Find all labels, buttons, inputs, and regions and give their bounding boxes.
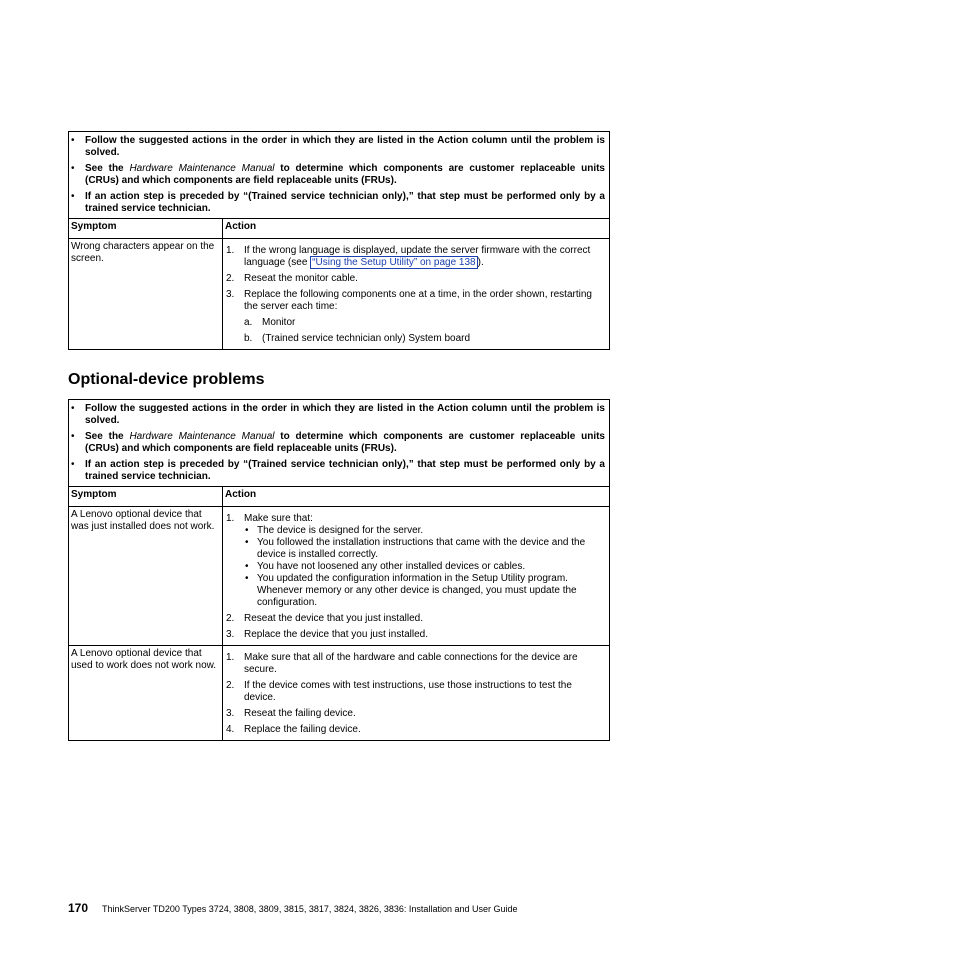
action-cell <box>223 646 609 740</box>
table-row <box>69 645 609 740</box>
step-text: Replace the failing device. <box>244 724 361 735</box>
bullet: • <box>71 135 75 146</box>
note-item <box>69 163 605 187</box>
bullet-item <box>244 537 604 561</box>
bullet: • <box>71 403 75 414</box>
step-text <box>244 245 604 269</box>
note-item <box>69 459 605 483</box>
table-header <box>69 219 609 239</box>
table-display-problems <box>68 131 610 350</box>
action-step <box>226 273 604 285</box>
step-number: 3. <box>226 708 235 719</box>
symptom-cell: A Lenovo optional device that used to work does not work now. <box>69 646 223 740</box>
bullet-text: You updated the configuration information in the Setup Utility program. Whenever memory or any other device is changed, you must update the configuration. <box>257 573 577 608</box>
bullet: • <box>71 431 75 442</box>
note-item <box>69 431 605 455</box>
bullet-text: You followed the installation instructions that came with the device and the device is installed correctly. <box>257 537 586 560</box>
note-text-pre: See the <box>85 431 130 442</box>
bullet: • <box>71 191 75 202</box>
step-number: 4. <box>226 724 235 735</box>
note-item <box>69 191 605 215</box>
sub-step-text: (Trained service technician only) System board <box>262 333 471 344</box>
manual-title: Hardware Maintenance Manual <box>129 431 275 442</box>
page-footer <box>68 901 518 916</box>
table-optional-device-problems <box>68 399 610 741</box>
action-step <box>226 652 604 676</box>
bullet-text: The device is designed for the server. <box>257 525 424 536</box>
note-text-pre: See the <box>85 163 130 174</box>
step-text-main: Make sure that: <box>244 513 313 524</box>
symptom-cell: Wrong characters appear on the screen. <box>69 239 223 349</box>
step-text: Replace the device that you just installed. <box>244 629 428 640</box>
action-step <box>226 629 604 641</box>
bullet: • <box>71 163 75 174</box>
action-cell <box>223 507 609 645</box>
header-action: Action <box>225 489 257 500</box>
notes-block <box>69 132 609 219</box>
note-text: Follow the suggested actions in the order in which they are listed in the Action column until the problem is solved. <box>85 403 605 426</box>
note-text: Follow the suggested actions in the order in which they are listed in the Action column until the problem is solved. <box>85 135 605 158</box>
header-action: Action <box>225 221 257 232</box>
header-symptom: Symptom <box>69 487 223 506</box>
header-symptom: Symptom <box>69 219 223 238</box>
step-number: 2. <box>226 680 235 691</box>
bullet: • <box>245 537 249 548</box>
step-text-post: ). <box>477 257 484 268</box>
note-text-post: to determine which components are customer replaceable units (CRUs) and which components are field replaceable units (FRUs). <box>85 431 605 454</box>
note-item <box>69 135 605 159</box>
bullet: • <box>245 573 249 584</box>
table-row <box>69 239 609 349</box>
manual-title: Hardware Maintenance Manual <box>129 163 275 174</box>
action-step <box>226 613 604 625</box>
step-text-main: Replace the following components one at a time, in the order shown, restarting the server each time: <box>244 289 592 312</box>
step-number: 2. <box>226 613 235 624</box>
step-text: Reseat the failing device. <box>244 708 356 719</box>
bullet-item <box>244 561 604 573</box>
notes-block <box>69 400 609 487</box>
action-step <box>226 708 604 720</box>
step-text <box>244 289 604 345</box>
footer-text: ThinkServer TD200 Types 3724, 3808, 3809, 3815, 3817, 3824, 3826, 3836: Installation and User Guide <box>102 904 518 914</box>
section-title: Optional-device problems <box>68 371 265 388</box>
step-number: 1. <box>226 245 235 256</box>
bullet: • <box>245 561 249 572</box>
step-number: 1. <box>226 652 235 663</box>
note-text <box>85 163 605 187</box>
step-number: 3. <box>226 629 235 640</box>
step-number: 2. <box>226 273 235 284</box>
note-text-post: to determine which components are customer replaceable units (CRUs) and which components are field replaceable units (FRUs). <box>85 163 605 186</box>
sub-step <box>244 333 604 345</box>
table-header <box>69 487 609 507</box>
step-text: Reseat the device that you just installed. <box>244 613 423 624</box>
note-text <box>85 431 605 455</box>
action-cell <box>223 239 609 349</box>
action-step <box>226 680 604 704</box>
setup-utility-link[interactable]: “Using the Setup Utility” on page 138 <box>312 257 476 268</box>
action-step <box>226 245 604 269</box>
page-number: 170 <box>68 901 89 915</box>
sub-step-text: Monitor <box>262 317 296 328</box>
symptom-cell: A Lenovo optional device that was just installed does not work. <box>69 507 223 645</box>
step-text-pre: If the wrong language is displayed, update the server firmware with the correct language (see <box>244 245 591 268</box>
sub-step-letter: b. <box>244 333 253 344</box>
note-text: If an action step is preceded by “(Trained service technician only),” that step must be performed only by a trained service technician. <box>85 459 605 482</box>
step-text: If the device comes with test instructions, use those instructions to test the device. <box>244 680 572 703</box>
step-text: Reseat the monitor cable. <box>244 273 358 284</box>
bullet-text: You have not loosened any other installed devices or cables. <box>257 561 526 572</box>
bullet-item <box>244 573 604 609</box>
note-item <box>69 403 605 427</box>
step-number: 1. <box>226 513 235 524</box>
table-row <box>69 507 609 645</box>
step-number: 3. <box>226 289 235 300</box>
bullet: • <box>71 459 75 470</box>
bullet: • <box>245 525 249 536</box>
sub-step <box>244 317 604 329</box>
action-step <box>226 513 604 609</box>
bullet-item <box>244 525 604 537</box>
step-text: Make sure that all of the hardware and cable connections for the device are secure. <box>244 652 578 675</box>
note-text: If an action step is preceded by “(Trained service technician only),” that step must be performed only by a trained service technician. <box>85 191 605 214</box>
step-text <box>244 513 604 609</box>
action-step <box>226 289 604 345</box>
sub-step-letter: a. <box>244 317 253 328</box>
action-step <box>226 724 604 736</box>
